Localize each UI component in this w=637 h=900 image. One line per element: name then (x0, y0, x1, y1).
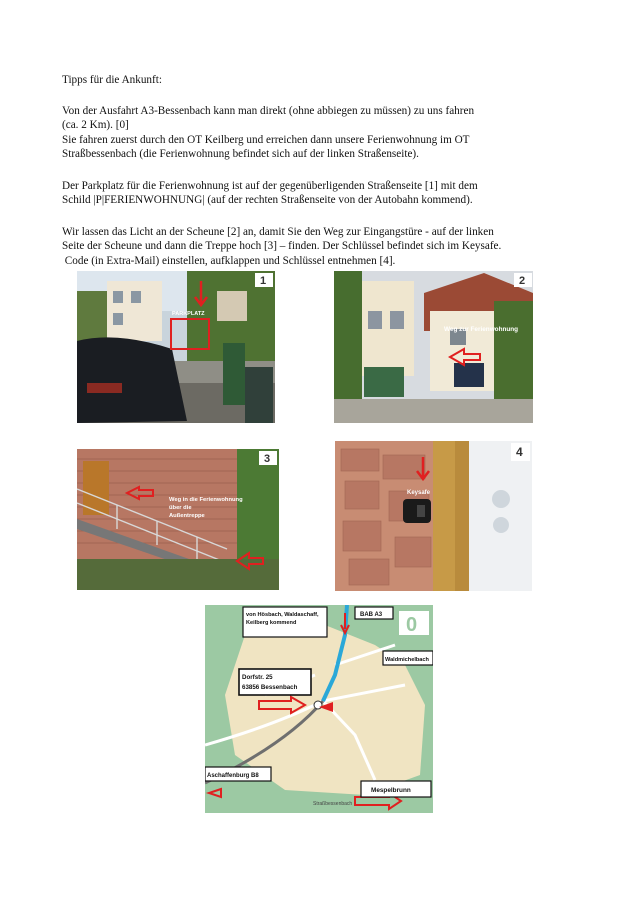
map-label-waldmichelbach: Waldmichelbach (385, 657, 429, 663)
paragraph-entrance (62, 225, 582, 268)
heading-text: Tipps für die Ankunft: (62, 74, 162, 86)
map-address-line2: 63856 Bessenbach (242, 684, 298, 691)
stairs-label-line3: Außentreppe (169, 513, 205, 519)
text-line: Straßbessenbach (die Ferienwohnung befindet sich auf der linken Straßenseite). (62, 148, 419, 161)
map-label-mespelbrunn: Mespelbrunn (371, 787, 411, 794)
text-line: Sie fahren zuerst durch den OT Keilberg und erreichen dann unsere Ferienwohnung im OT (62, 133, 470, 146)
map-label-from-line1: von Hösbach, Waldaschaff, (246, 612, 319, 618)
photo-number-3: 3 (264, 453, 271, 465)
text-line: Schild |P|FERIENWOHNUNG| (auf der rechten Straßenseite von der Autobahn kommend). (62, 194, 473, 207)
path-label: Weg zur Ferienwohnung (444, 326, 519, 333)
map-label-from-line2: Keilberg kommend (246, 620, 297, 626)
map (205, 605, 433, 813)
keysafe-label: Keysafe (407, 490, 431, 496)
text-line: Von der Ausfahrt A3-Bessenbach kann man direkt (ohne abbiegen zu müssen) zu uns fahren (62, 105, 475, 117)
heading (62, 73, 582, 87)
parking-label: PARKPLATZ (172, 311, 205, 317)
text-line: (ca. 2 Km). [0] (62, 119, 129, 132)
photo-number-4: 4 (516, 445, 523, 459)
paragraph-parking (62, 179, 582, 208)
photo-number-1: 1 (260, 275, 267, 287)
map-label-aschaffenburg: Aschaffenburg B8 (207, 773, 259, 779)
photo-keysafe (335, 441, 532, 591)
photo-stairs (77, 449, 279, 590)
text-line: Der Parkplatz für die Ferienwohnung ist auf der gegenüberligenden Straßenseite [1] mit dem (62, 180, 478, 192)
text-line: Code (in Extra-Mail) einstellen, aufklappen und Schlüssel entnehmen [4]. (62, 254, 396, 267)
stairs-label-line1: Weg in die Ferienwohnung (169, 497, 243, 503)
map-label-bab: BAB A3 (360, 612, 383, 618)
photo-number-2: 2 (519, 275, 526, 287)
map-number-0: 0 (406, 614, 418, 636)
map-address-line1: Dorfstr. 25 (242, 674, 273, 681)
paragraph-directions (62, 104, 582, 162)
stairs-label-line2: über die (169, 505, 192, 511)
photo-barn (334, 271, 533, 423)
photo-parking (77, 271, 275, 423)
text-line: Seite der Scheune und dann die Treppe hoch [3] – finden. Der Schlüssel befindet sich im Keysafe. (62, 240, 502, 253)
text-line: Wir lassen das Licht an der Scheune [2] an, damit Sie den Weg zur Eingangstüre - auf der linken (62, 226, 494, 238)
map-label-strassbessenbach: Straßbessenbach (313, 801, 353, 807)
